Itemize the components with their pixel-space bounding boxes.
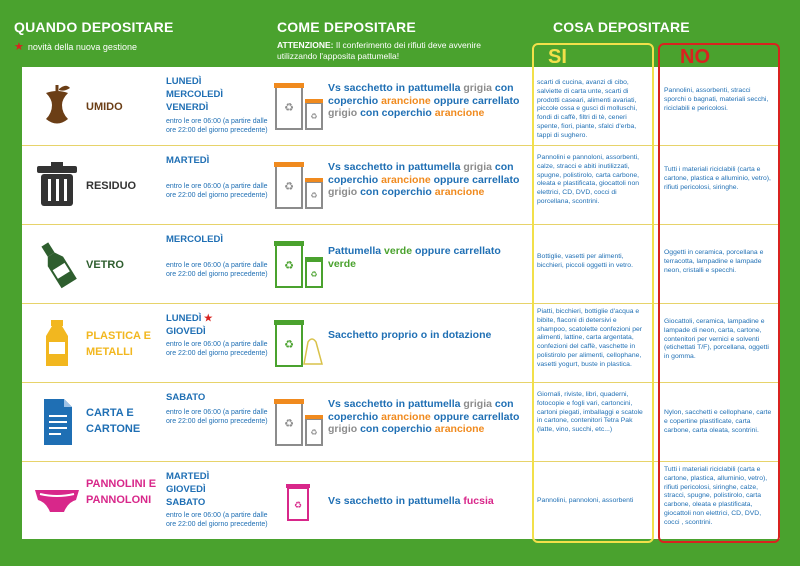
how-to-deposit: Vs sacchetto in pattumella grigia con coperchio arancione oppure carrellato grigio con coperchio arancione [328, 161, 520, 198]
day: SABATO [166, 392, 206, 403]
si-list: Piatti, bicchieri, bottiglie d'acqua e bibite, flaconi di detersivi e shampoo, scatolette confezioni per alimenti, lattine, carta argentata, confezioni del caffè, vaschette in polistirolo per alimenti, cellophane, vasetti yogurt, buste in plastica. [537, 308, 643, 368]
time-note: entro le ore 06:00 (a partire dalle ore 22:00 del giorno precedente) [166, 118, 268, 134]
attenzione-text: Il conferimento dei rifiuti deve avvenire utilizzando l'apposita pattumella! [277, 40, 481, 61]
svg-text:♻: ♻ [310, 191, 318, 200]
svg-text:♻: ♻ [284, 181, 294, 193]
time-note: entro le ore 06:00 (a partire dalle ore 22:00 del giorno precedente) [166, 183, 268, 199]
svg-text:♻: ♻ [284, 418, 294, 430]
trash-bin-icon [32, 160, 82, 210]
time-note: entro le ore 06:00 (a partire dalle ore 22:00 del giorno precedente) [166, 341, 268, 357]
svg-text:♻: ♻ [310, 428, 318, 437]
svg-text:♻: ♻ [284, 102, 294, 114]
header-come: COME DEPOSITARE [277, 19, 416, 35]
how-to-deposit: Sacchetto proprio o in dotazione [328, 329, 492, 341]
svg-text:♻: ♻ [284, 260, 294, 272]
si-column-box [532, 43, 654, 543]
no-list: Tutti i materiali riciclabili (carta e cartone, plastica, alluminio, vetro), rifiuti pericolosi, siringhe, calze, stracci, spugne, polistirolo, carta carbone, oleata e plastificata, giocattoli non elettrici, CD, DVD, cocci , scontrini. [664, 466, 768, 526]
bottle-icon [32, 239, 82, 289]
si-list: scarti di cucina, avanzi di cibo, salviette di carta unte, scarti di prodotti caseari, alimenti avariati, piccole ossa e gusci di molluschi, fondi di caffè, filtri di tè, ceneri spente, fiori, piante, sfalci d'erba, tappi di sughero. [537, 79, 638, 139]
how-to-deposit: Vs sacchetto in pattumella grigia con coperchio arancione oppure carrellato grigio con coperchio arancione [328, 398, 520, 435]
green-bins-icon [272, 235, 326, 291]
apple-core-icon [32, 81, 82, 131]
svg-text:♻: ♻ [284, 339, 294, 351]
header-quando: QUANDO DEPOSITARE [14, 19, 174, 35]
novita-note [14, 40, 137, 53]
day: GIOVEDÌ [166, 326, 206, 337]
no-list: Pannolini, assorbenti, stracci sporchi o bagnati, materiali secchi, riciclabili e pericolosi. [664, 87, 769, 112]
svg-text:♻: ♻ [293, 500, 303, 510]
how-to-deposit: Vs sacchetto in pattumella fucsia [328, 495, 494, 507]
no-list: Giocattoli, ceramica, lampadine e lampade di neon, carta, cartone, contenitori per vernici e solventi (etichettati T/F), porcellana, oggetti in gomma. [664, 318, 769, 361]
how-to-deposit: Pattumella verde oppure carrellato verde [328, 245, 501, 270]
day: GIOVEDÌ [166, 484, 206, 495]
collection-days [166, 233, 223, 246]
no-list: Nylon, sacchetti e cellophane, carte e copertine plastificate, carta carbone, carta oleata, scontrini. [664, 409, 772, 434]
day: MARTEDÌ [166, 155, 210, 166]
how-to-deposit: Vs sacchetto in pattumella grigia con coperchio arancione oppure carrellato grigio con coperchio arancione [328, 82, 520, 119]
category-name: PLASTICA E METALLI [86, 330, 151, 358]
day: MERCOLEDÌ [166, 234, 223, 245]
no-label: NO [680, 46, 710, 68]
novita-text: novità della nuova gestione [27, 41, 137, 52]
svg-text:♻: ♻ [310, 270, 318, 279]
collection-days [166, 391, 205, 404]
day: VENERDÌ [166, 102, 209, 113]
grey-bins-icon [272, 156, 326, 212]
collection-days [166, 470, 209, 509]
day: MARTEDÌ [166, 471, 210, 482]
no-list: Tutti i materiali riciclabili (carta e cartone, plastica e alluminio, vetro), rifiuti pericolosi, siringhe. [664, 166, 771, 191]
time-note: entro le ore 06:00 (a partire dalle ore 22:00 del giorno precedente) [166, 512, 268, 528]
category-name: VETRO [86, 259, 124, 271]
category-name: RESIDUO [86, 180, 137, 192]
si-list: Giornali, riviste, libri, quaderni, fotocopie e fogli vari, cartoncini, cartoni piegati, imballaggi e scatole in cartone, contenitori Tetra Pak (latte, vino, succhi, etc...) [537, 391, 643, 434]
day: LUNEDÌ [166, 76, 202, 87]
header-cosa: COSA DEPOSITARE [553, 19, 690, 35]
time-note: entro le ore 06:00 (a partire dalle ore 22:00 del giorno precedente) [166, 409, 268, 425]
svg-text:♻: ♻ [310, 112, 318, 121]
star-icon: ★ [204, 313, 213, 324]
category-name: PANNOLINI E PANNOLONI [86, 478, 157, 506]
category-name: CARTA E CARTONE [86, 407, 141, 435]
plastic-bottle-icon [32, 318, 82, 368]
day: LUNEDÌ ★ [166, 313, 213, 324]
category-name: UMIDO [86, 101, 123, 113]
grey-bins-icon [272, 77, 326, 133]
si-list: Bottiglie, vasetti per alimenti, bicchieri, piccoli oggetti in vetro. [537, 253, 633, 269]
day: SABATO [166, 497, 206, 508]
collection-days [166, 154, 209, 167]
attenzione-label: ATTENZIONE: [277, 40, 334, 50]
collection-days [166, 312, 213, 338]
star-icon: ★ [14, 41, 24, 53]
si-list: Pannolini, pannoloni, assorbenti [537, 497, 634, 504]
document-icon [32, 397, 82, 447]
si-label: SI [548, 46, 567, 68]
si-list: Pannolini e pannoloni, assorbenti, calze, stracci e abiti inutilizzati, spugne, polistirolo, carta carbone, oleata e plastificata, giocattoli non elettrici, CD, DVD, cocci di porcellana, scontrini. [537, 154, 640, 205]
fuchsia-bin-icon [272, 472, 326, 528]
green-bin-and-bag-icon [272, 314, 326, 370]
diaper-icon [32, 476, 82, 526]
grey-bins-icon [272, 393, 326, 449]
no-list: Oggetti in ceramica, porcellana e terracotta, lampadine e lampade neon, cristalli e specchi. [664, 249, 764, 274]
no-column-box [658, 43, 780, 543]
attenzione-note [277, 40, 507, 62]
collection-days [166, 75, 223, 114]
time-note: entro le ore 06:00 (a partire dalle ore 22:00 del giorno precedente) [166, 262, 268, 278]
day: MERCOLEDÌ [166, 89, 223, 100]
